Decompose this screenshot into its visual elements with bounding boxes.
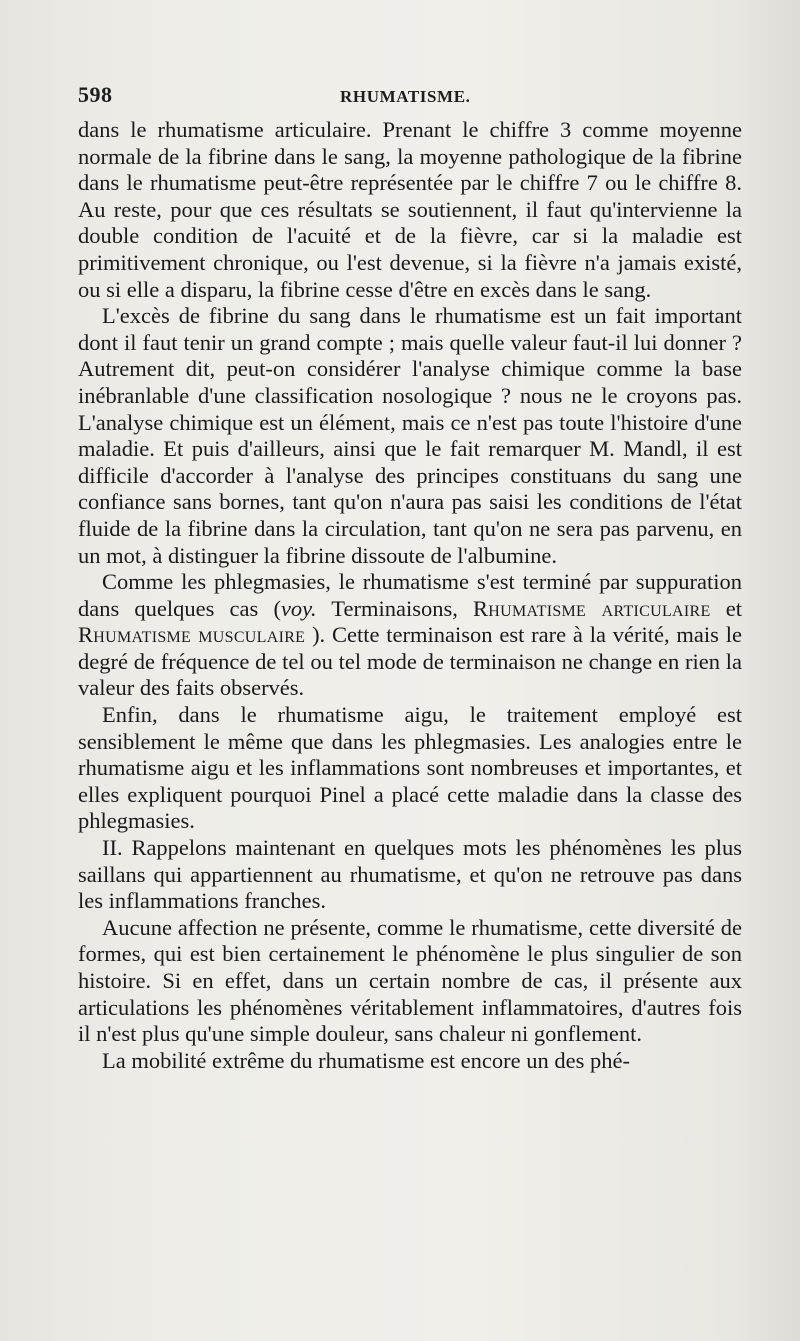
cross-ref-rhumatisme-articulaire: Rhumatisme articulaire bbox=[473, 595, 711, 621]
cross-ref-rhumatisme-musculaire: Rhumatisme musculaire bbox=[78, 622, 306, 648]
paragraph-3 bbox=[78, 569, 742, 702]
body-text bbox=[78, 117, 742, 1074]
paragraph-7: La mobilité extrême du rhumatisme est encore un des phé- bbox=[102, 1047, 630, 1073]
paragraph-5: II. Rappelons maintenant en quelques mots les phénomènes les plus saillans qui appartiennent au rhumatisme, et qu'on ne retrouve pas dans les inflammations franches. bbox=[78, 835, 742, 914]
page-header bbox=[78, 82, 742, 112]
paragraph-4: Enfin, dans le rhumatisme aigu, le traitement employé est sensiblement le même que dans les phlegmasies. Les analogies entre le rhumatisme aigu et les inflammations sont nombreuses et importantes, et elles expliquent pourquoi Pinel a placé cette maladie dans la classe des phlegmasies. bbox=[78, 702, 742, 834]
paragraph-3-et: et bbox=[710, 595, 742, 621]
paragraph-6: Aucune affection ne présente, comme le rhumatisme, cette diversité de formes, qui est bien certainement le phénomène le plus singulier de son histoire. Si en effet, dans un certain nombre de cas, il présente aux articulations les phénomènes véritablement inflammatoires, d'autres fois il n'est plus qu'une simple douleur, sans chaleur ni gonflement. bbox=[78, 914, 742, 1047]
paragraph-3-before: Comme les phlegmasies, le rhumatisme s'est terminé par suppuration dans quelques cas ( bbox=[78, 569, 742, 621]
paragraph-3-after: ). Cette terminaison est rare à la vérité, mais le degré de fréquence de tel ou tel mode de terminaison ne change en rien la valeur des faits observés. bbox=[78, 622, 742, 701]
paragraph-2: L'excès de fibrine du sang dans le rhumatisme est un fait important dont il faut tenir un grand compte ; mais quelle valeur faut-il lui donner ? Autrement dit, peut-on considérer l'analyse chimique comme la base inébranlable d'une classification nosologique ? nous ne le croyons pas. L'analyse chimique est un élément, mais ce n'est pas toute l'histoire d'une maladie. Et puis d'ailleurs, ainsi que le fait remarquer M. Mandl, il est difficile d'accorder à l'analyse des principes constituans du sang une confiance sans bornes, tant qu'on n'aura pas saisi les conditions de l'état fluide de la fibrine dans la circulation, tant qu'on ne sera pas parvenu, en un mot, à distinguer la fibrine dissoute de l'albumine. bbox=[78, 303, 742, 568]
paragraph-3-middle: Terminaisons, bbox=[316, 595, 473, 621]
paragraph-3-voy: voy. bbox=[280, 595, 317, 621]
paragraph-1: dans le rhumatisme articulaire. Prenant le chiffre 3 comme moyenne normale de la fibrine dans le sang, la moyenne pathologique de la fibrine dans le rhumatisme peut-être représentée par le chiffre 7 ou le chiffre 8. Au reste, pour que ces résultats se soutiennent, il faut qu'intervienne la double condition de l'acuité et de la fièvre, car si la maladie est primitivement chronique, ou l'est devenue, si la fièvre n'a jamais existé, ou si elle a disparu, la fibrine cesse d'être en excès dans le sang. bbox=[78, 117, 742, 302]
page-number: 598 bbox=[78, 82, 113, 107]
running-head: RHUMATISME. bbox=[340, 87, 471, 106]
